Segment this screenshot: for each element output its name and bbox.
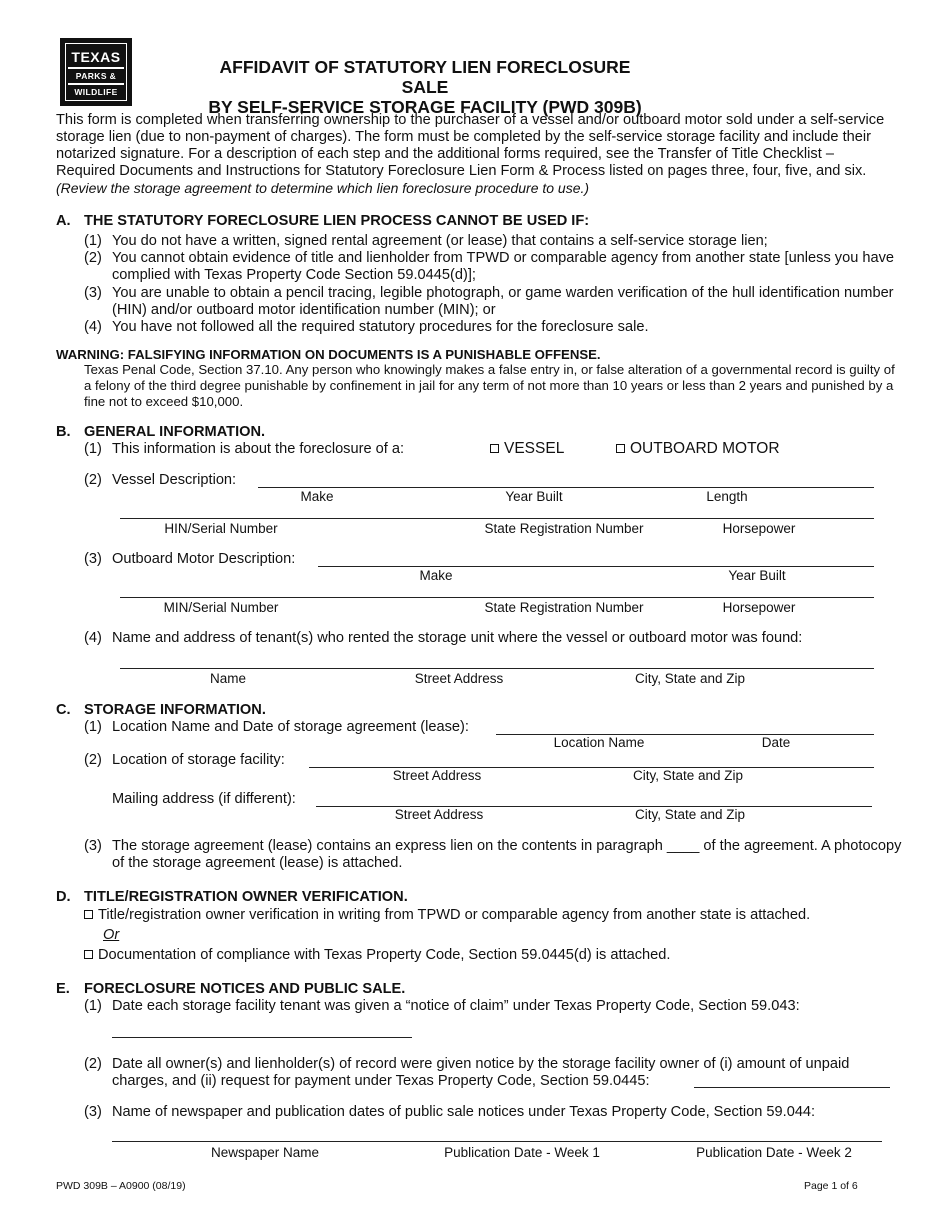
c3-text: The storage agreement (lease) contains an express lien on the contents in paragraph ____ of the agreement. A photocopy of the storage agreement (lease) is attached.: [112, 838, 902, 871]
tenant-line[interactable]: [120, 668, 874, 669]
facility-city-label: City, State and Zip: [632, 768, 744, 783]
mailing-address-text: Mailing address (if different):: [112, 791, 296, 807]
location-name-label: Location Name: [553, 735, 645, 750]
vessel-make-label: Make: [300, 489, 334, 504]
section-a-item-3: You are unable to obtain a pencil tracing, legible photograph, or game warden verification of the hull identification number (HIN) and/or outboard motor identification number (MIN); or: [112, 285, 894, 318]
section-e-letter: E.: [56, 981, 70, 997]
publication-week-1-label: Publication Date - Week 1: [444, 1145, 600, 1160]
c3-num: (3): [84, 838, 102, 854]
section-a-letter: A.: [56, 213, 71, 229]
motor-make-label: Make: [419, 568, 453, 583]
b1-num: (1): [84, 441, 102, 457]
vessel-checkbox-box[interactable]: [490, 444, 499, 453]
vessel-length-label: Length: [706, 489, 748, 504]
intro-italic-note: (Review the storage agreement to determine which lien foreclosure procedure to use.): [56, 180, 590, 196]
mailing-city-label: City, State and Zip: [634, 807, 746, 822]
motor-horsepower-label: Horsepower: [722, 600, 796, 615]
c1-num: (1): [84, 719, 102, 735]
title-line-1: AFFIDAVIT OF STATUTORY LIEN FORECLOSURE SALE: [219, 57, 631, 97]
warning-title: WARNING: FALSIFYING INFORMATION ON DOCUMENTS IS A PUNISHABLE OFFENSE.: [56, 347, 601, 362]
section-a-item-4: You have not followed all the required statutory procedures for the foreclosure sale.: [112, 319, 649, 335]
motor-description-line[interactable]: [318, 566, 874, 567]
c1-text: Location Name and Date of storage agreement (lease):: [112, 719, 469, 735]
motor-min-line[interactable]: [120, 597, 874, 598]
b1-text: This information is about the foreclosure of a:: [112, 441, 405, 457]
tpwd-logo: [60, 38, 132, 106]
e2-num: (2): [84, 1056, 102, 1072]
outboard-motor-checkbox-label: OUTBOARD MOTOR: [630, 440, 780, 457]
form-title: [200, 57, 650, 117]
b3-num: (3): [84, 551, 102, 567]
section-a-item-1-num: (1): [84, 233, 102, 249]
newspaper-line[interactable]: [112, 1141, 882, 1142]
section-b-letter: B.: [56, 424, 71, 440]
publication-week-2-label: Publication Date - Week 2: [696, 1145, 852, 1160]
notice-of-claim-date-line[interactable]: [112, 1037, 412, 1038]
motor-min-label: MIN/Serial Number: [163, 600, 279, 615]
lienholder-notice-date-line[interactable]: [694, 1087, 890, 1088]
tenant-city-label: City, State and Zip: [634, 671, 746, 686]
warning-text: Texas Penal Code, Section 37.10. Any person who knowingly makes a false entry in, or false alteration of a governmental record is guilty of a felony of the third degree punishable by confinement in jail for any term of not more than 10 years or less than 2 years and punished by a fine not to exceed $10,000.: [84, 362, 895, 409]
logo-line-2: PARKS &: [75, 70, 117, 81]
vessel-checkbox-label: VESSEL: [504, 440, 565, 457]
section-a-item-3-num: (3): [84, 285, 102, 301]
mailing-street-label: Street Address: [394, 807, 484, 822]
b3-text: Outboard Motor Description:: [112, 551, 296, 567]
owner-verification-checkbox-box[interactable]: [84, 910, 93, 919]
e3-num: (3): [84, 1104, 102, 1120]
vessel-checkbox[interactable]: [490, 440, 564, 458]
e3-text: Name of newspaper and publication dates of public sale notices under Texas Property Code, Section 59.044:: [112, 1104, 816, 1120]
section-d-title: TITLE/REGISTRATION OWNER VERIFICATION.: [84, 889, 408, 905]
vessel-year-label: Year Built: [505, 489, 563, 504]
vessel-horsepower-label: Horsepower: [722, 521, 796, 536]
c2-text: Location of storage facility:: [112, 752, 285, 768]
section-e-title: FORECLOSURE NOTICES AND PUBLIC SALE.: [84, 981, 406, 997]
logo-line-1: TEXAS: [71, 49, 121, 65]
tenant-street-label: Street Address: [414, 671, 504, 686]
vessel-description-line[interactable]: [258, 487, 874, 488]
title-line-2: BY SELF-SERVICE STORAGE FACILITY (PWD 309B): [208, 97, 642, 117]
e2-text: Date all owner(s) and lienholder(s) of record were given notice by the storage facility owner of (i) amount of unpaid charges, and (ii) request for payment under Texas Property Code, Section 59.0445:: [112, 1056, 850, 1089]
newspaper-name-label: Newspaper Name: [210, 1145, 320, 1160]
intro-text: This form is completed when transferring ownership to the purchaser of a vessel and/or outboard motor sold under a self-service storage lien (due to non-payment of charges). The form must be completed by the self-service storage facility and include their notarized signature. For a description of each step and the additional forms required, see the Transfer of Title Checklist – Required Documents and Instructions for Statutory Foreclosure Lien Form & Process listed on pages three, four, five, and six.: [56, 112, 885, 179]
section-a-item-4-num: (4): [84, 319, 102, 335]
facility-street-label: Street Address: [392, 768, 482, 783]
logo-line-3: WILDLIFE: [74, 86, 118, 97]
compliance-label: Documentation of compliance with Texas Property Code, Section 59.0445(d) is attached.: [98, 947, 671, 963]
section-a-title: THE STATUTORY FORECLOSURE LIEN PROCESS CANNOT BE USED IF:: [84, 213, 590, 229]
section-b-title: GENERAL INFORMATION.: [84, 424, 266, 440]
section-a-item-2-num: (2): [84, 250, 102, 266]
outboard-motor-checkbox[interactable]: [616, 440, 780, 458]
owner-verification-label: Title/registration owner verification in writing from TPWD or comparable agency from another state is attached.: [98, 907, 811, 923]
motor-state-reg-label: State Registration Number: [484, 600, 644, 615]
section-c-letter: C.: [56, 702, 71, 718]
b2-text: Vessel Description:: [112, 472, 237, 488]
b4-num: (4): [84, 630, 102, 646]
section-a-item-1: You do not have a written, signed rental agreement (or lease) that contains a self-service storage lien;: [112, 233, 768, 249]
e1-num: (1): [84, 998, 102, 1014]
vessel-state-reg-label: State Registration Number: [484, 521, 644, 536]
form-id: PWD 309B – A0900 (08/19): [56, 1180, 186, 1192]
motor-year-label: Year Built: [728, 568, 786, 583]
vessel-hin-label: HIN/Serial Number: [164, 521, 278, 536]
intro-paragraph: [56, 112, 896, 198]
page-number: Page 1 of 6: [804, 1180, 858, 1192]
section-a-item-2: You cannot obtain evidence of title and lienholder from TPWD or comparable agency from another state [unless you have complied with Texas Property Code Section 59.0445(d)];: [112, 250, 895, 283]
agreement-date-label: Date: [761, 735, 791, 750]
compliance-checkbox-box[interactable]: [84, 950, 93, 959]
outboard-motor-checkbox-box[interactable]: [616, 444, 625, 453]
b2-num: (2): [84, 472, 102, 488]
section-d-letter: D.: [56, 889, 71, 905]
tenant-name-label: Name: [209, 671, 246, 686]
e1-text: Date each storage facility tenant was given a “notice of claim” under Texas Property Code, Section 59.043:: [112, 998, 800, 1014]
owner-verification-checkbox[interactable]: [84, 907, 810, 923]
c2-num: (2): [84, 752, 102, 768]
b4-text: Name and address of tenant(s) who rented the storage unit where the vessel or outboard motor was found:: [112, 630, 803, 646]
or-label: Or: [103, 927, 120, 943]
section-c-title: STORAGE INFORMATION.: [84, 702, 266, 718]
compliance-checkbox[interactable]: [84, 947, 670, 963]
vessel-hin-line[interactable]: [120, 518, 874, 519]
